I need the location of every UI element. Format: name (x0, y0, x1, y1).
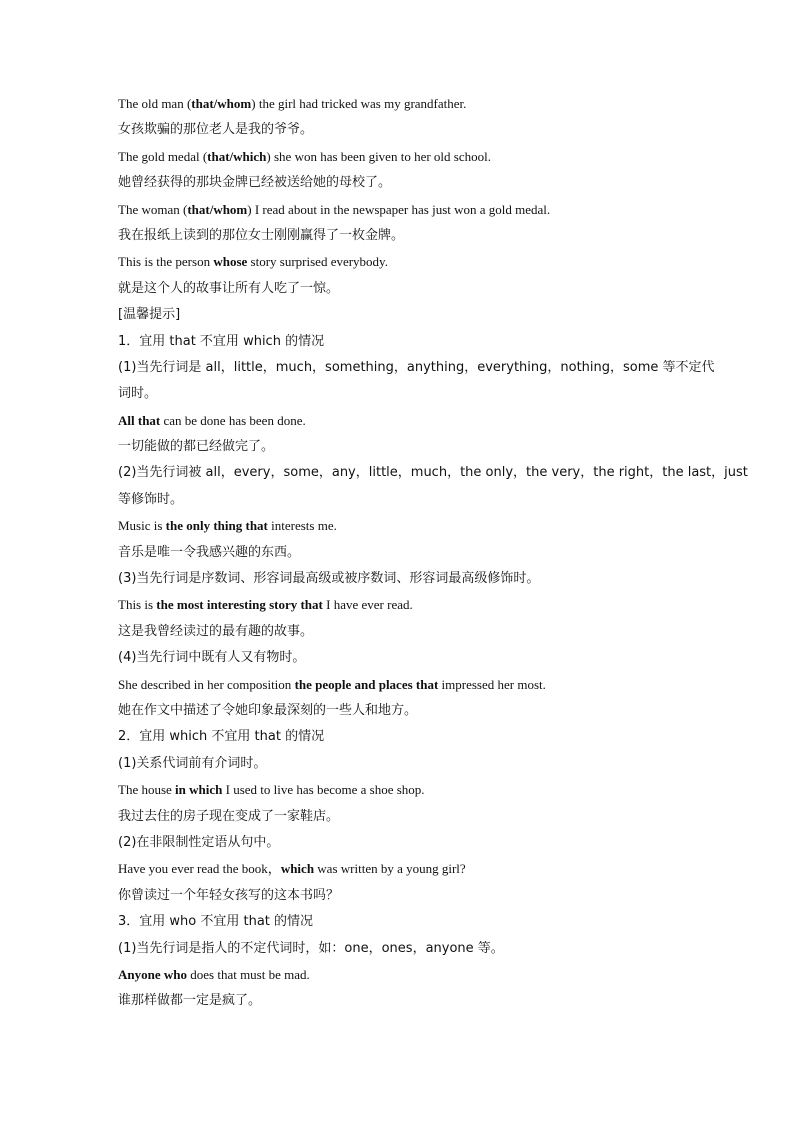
chinese-text-line: 3．宜用 who 不宜用 that 的情况 (118, 914, 314, 930)
text-span: impressed her most. (438, 676, 546, 692)
emphasized-phrase: the only thing that (165, 518, 268, 534)
text-span: This is (118, 597, 157, 613)
english-example-line (118, 144, 688, 170)
text-span: I have ever read. (322, 597, 413, 613)
emphasized-phrase: All that (118, 412, 161, 428)
text-span: I used to live has become a shoe shop. (222, 782, 425, 798)
text-span: The old man ( (118, 96, 192, 111)
chinese-text-line: 女孩欺骗的那位老人是我的爷爷。 (118, 122, 314, 138)
english-example-line (118, 249, 688, 275)
emphasized-phrase: which (280, 861, 315, 877)
chinese-text-line: 一切能做的都已经做完了。 (118, 439, 275, 455)
chinese-text-line: 谁那样做都一定是疯了。 (118, 993, 262, 1009)
emphasized-phrase: whose (213, 254, 248, 270)
english-example-line (118, 672, 688, 698)
chinese-text-line: [温馨提示] (118, 307, 181, 323)
english-example-line (118, 962, 688, 988)
text-span: The woman ( (118, 201, 188, 217)
text-span: does that must be mad. (187, 966, 310, 982)
chinese-text-line: 这是我曾经读过的最有趣的故事。 (118, 623, 314, 639)
text-span: Have you ever read the book， (118, 861, 281, 877)
chinese-text-line: 词时。 (118, 386, 158, 402)
text-span: ) I read about in the newspaper has just won a gold medal. (247, 201, 551, 217)
english-example-line (118, 777, 688, 803)
english-example-line (118, 91, 688, 117)
chinese-text-line: (4)当先行词中既有人又有物时。 (118, 650, 306, 666)
emphasized-phrase: Anyone who (118, 966, 187, 982)
english-example-line (118, 197, 688, 223)
text-span: The gold medal ( (118, 148, 208, 164)
text-span: Music is (118, 518, 166, 534)
english-example-line (118, 856, 688, 882)
emphasized-phrase: that/whom (191, 96, 252, 111)
chinese-text-line: (1)当先行词是指人的不定代词时，如：one，ones，anyone 等。 (118, 940, 504, 956)
chinese-text-line: 我在报纸上读到的那位女士刚刚赢得了一枚金牌。 (118, 227, 405, 243)
english-example-line (118, 592, 688, 618)
chinese-text-line: 她在作文中描述了令她印象最深刻的一些人和地方。 (118, 702, 418, 718)
text-span: interests me. (267, 518, 337, 534)
english-example-line (118, 513, 688, 539)
chinese-text-line: 2．宜用 which 不宜用 that 的情况 (118, 729, 325, 745)
chinese-text-line: 她曾经获得的那块金牌已经被送给她的母校了。 (118, 175, 392, 191)
text-span: She described in her composition (118, 676, 295, 692)
text-span: The house (118, 782, 176, 798)
chinese-text-line: (2)当先行词被 all，every，some，any，little，much，the only，the very，the right，the last，just (118, 465, 748, 481)
chinese-text-line: (1)当先行词是 all，little，much，something，anything，everything，nothing，some 等不定代 (118, 359, 715, 375)
chinese-text-line: 你曾读过一个年轻女孩写的这本书吗？ (118, 887, 340, 903)
chinese-text-line: 就是这个人的故事让所有人吃了一惊。 (118, 280, 340, 296)
document-page (118, 91, 748, 1015)
text-span: ) the girl had tricked was my grandfather. (251, 96, 467, 111)
chinese-text-line: (2)在非限制性定语从句中。 (118, 834, 280, 850)
text-span: ) she won has been given to her old school. (266, 148, 491, 164)
text-span: story surprised everybody. (247, 254, 388, 270)
text-span: can be done has been done. (160, 412, 306, 428)
english-example-line (118, 408, 688, 434)
emphasized-phrase: that/which (207, 148, 267, 164)
emphasized-phrase: that/whom (187, 201, 248, 217)
chinese-text-line: 我过去住的房子现在变成了一家鞋店。 (118, 808, 340, 824)
chinese-text-line: (3)当先行词是序数词、形容词最高级或被序数词、形容词最高级修饰时。 (118, 571, 540, 587)
chinese-text-line: (1)关系代词前有介词时。 (118, 755, 267, 771)
text-span: was written by a young girl? (314, 861, 466, 877)
chinese-text-line: 1．宜用 that 不宜用 which 的情况 (118, 333, 325, 349)
text-span: This is the person (118, 254, 214, 270)
chinese-text-line: 音乐是唯一令我感兴趣的东西。 (118, 544, 301, 560)
emphasized-phrase: the most interesting story that (156, 597, 323, 613)
emphasized-phrase: in which (175, 782, 223, 798)
emphasized-phrase: the people and places that (294, 676, 439, 692)
chinese-text-line: 等修饰时。 (118, 491, 184, 507)
